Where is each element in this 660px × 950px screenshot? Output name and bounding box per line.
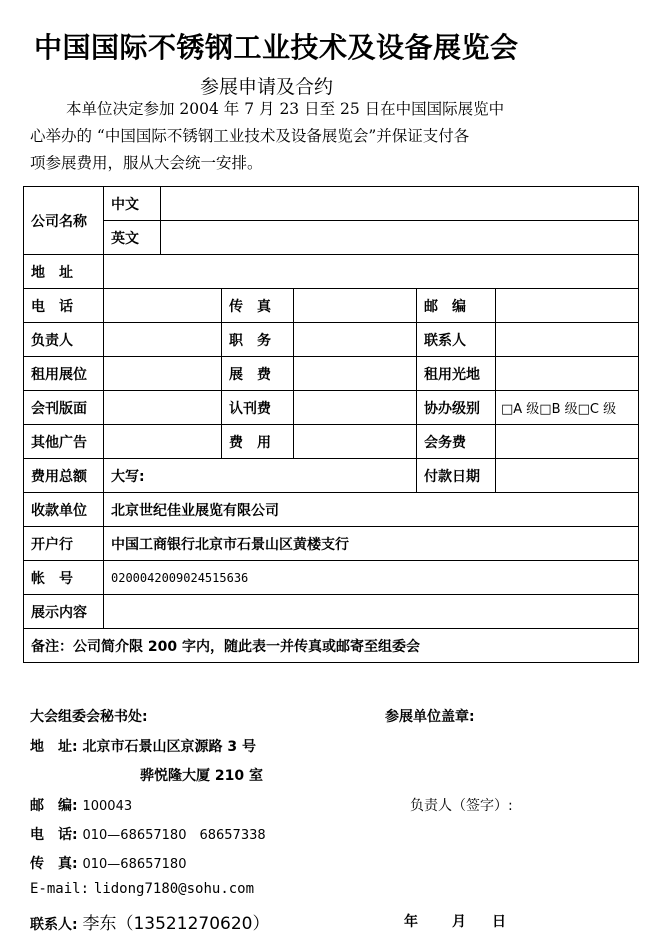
footer-phone-value: 010—68657180 68657338 [82, 828, 266, 843]
member-fee-label: 会务费 [417, 425, 496, 459]
sponsor-label: 协办级别 [417, 391, 496, 425]
pay-date-label: 付款日期 [417, 459, 496, 493]
journal-fee-label: 认刊费 [222, 391, 294, 425]
postcode-field[interactable] [496, 289, 639, 323]
journal-label: 会刊版面 [24, 391, 104, 425]
account-label: 帐 号 [24, 561, 104, 595]
footer-postcode-value: 100043 [82, 799, 133, 814]
company-name-english-field[interactable] [161, 221, 639, 255]
footer-contact-row [30, 909, 269, 934]
document-title: 中国国际不锈钢工业技术及设备展览会 [34, 31, 519, 64]
stamp-label: 参展单位盖章: [385, 709, 475, 725]
footer-contact-value: 李东（13521270620） [82, 914, 270, 934]
english-label: 英文 [104, 221, 161, 255]
phone-label: 电 话 [24, 289, 104, 323]
booth-fee-label: 展 费 [222, 357, 294, 391]
footer-address-row [30, 736, 256, 756]
application-form-table [23, 186, 639, 663]
position-label: 职 务 [222, 323, 294, 357]
exhibits-label: 展示内容 [24, 595, 104, 629]
bank-label: 开户行 [24, 527, 104, 561]
date-day-label: 日 [492, 914, 506, 930]
form-note: 备注：公司简介限 200 字内，随此表一并传真或邮寄至组委会 [24, 629, 639, 663]
total-label: 费用总额 [24, 459, 104, 493]
space-only-label: 租用光地 [417, 357, 496, 391]
signature-label: 负责人（签字）: [410, 798, 513, 814]
member-fee-field[interactable] [496, 425, 639, 459]
bank-value: 中国工商银行北京市石景山区黄楼支行 [104, 527, 639, 561]
document-subtitle: 参展申请及合约 [200, 76, 334, 98]
postcode-label: 邮 编 [417, 289, 496, 323]
booth-label: 租用展位 [24, 357, 104, 391]
intro-line-1: 本单位决定参加 2004 年 7 月 23 日至 25 日在中国国际展览中 [66, 100, 505, 118]
footer-fax-label: 传 真: [30, 856, 78, 872]
journal-field[interactable] [104, 391, 222, 425]
footer-address-line2: 骅悦隆大厦 210 室 [140, 768, 263, 784]
footer-email-label: E-mail: [30, 881, 90, 897]
payee-value: 北京世纪佳业展览有限公司 [104, 493, 639, 527]
contact-label: 联系人 [417, 323, 496, 357]
booth-fee-field[interactable] [294, 357, 417, 391]
sponsor-level-checkboxes[interactable]: □A 级□B 级□C 级 [496, 391, 639, 425]
footer-phone-label: 电 话: [30, 827, 78, 843]
footer-email-row [30, 881, 254, 897]
footer-fax-value: 010—68657180 [82, 857, 187, 872]
exhibits-field[interactable] [104, 595, 639, 629]
space-only-field[interactable] [496, 357, 639, 391]
company-name-label: 公司名称 [24, 187, 104, 255]
journal-fee-field[interactable] [294, 391, 417, 425]
total-field[interactable]: 大写: [104, 459, 417, 493]
position-field[interactable] [294, 323, 417, 357]
date-month-label: 月 [452, 914, 466, 930]
fax-label: 传 真 [222, 289, 294, 323]
responsible-field[interactable] [104, 323, 222, 357]
contact-field[interactable] [496, 323, 639, 357]
other-ad-label: 其他广告 [24, 425, 104, 459]
footer-fax-row [30, 853, 186, 873]
pay-date-field[interactable] [496, 459, 639, 493]
intro-line-3: 项参展费用，服从大会统一安排。 [30, 154, 263, 172]
chinese-label: 中文 [104, 187, 161, 221]
footer-phone-row [30, 824, 266, 844]
other-ad-field[interactable] [104, 425, 222, 459]
footer-address-line1: 北京市石景山区京源路 3 号 [82, 739, 256, 755]
footer-address-label: 地 址: [30, 739, 78, 755]
footer-postcode-row [30, 795, 132, 815]
fee-label: 费 用 [222, 425, 294, 459]
fee-field[interactable] [294, 425, 417, 459]
account-value: 0200042009024515636 [104, 561, 639, 595]
secretariat-heading: 大会组委会秘书处: [30, 709, 148, 725]
intro-paragraph [30, 96, 630, 177]
footer-contact-label: 联系人: [30, 917, 78, 933]
phone-field[interactable] [104, 289, 222, 323]
footer-postcode-label: 邮 编: [30, 798, 78, 814]
responsible-label: 负责人 [24, 323, 104, 357]
date-year-label: 年 [404, 914, 418, 930]
address-field[interactable] [104, 255, 639, 289]
payee-label: 收款单位 [24, 493, 104, 527]
fax-field[interactable] [294, 289, 417, 323]
address-label: 地 址 [24, 255, 104, 289]
booth-field[interactable] [104, 357, 222, 391]
company-name-chinese-field[interactable] [161, 187, 639, 221]
footer-email-value[interactable]: lidong7180@sohu.com [93, 881, 255, 897]
intro-line-2: 心举办的 “中国国际不锈钢工业技术及设备展览会”并保证支付各 [30, 127, 470, 145]
